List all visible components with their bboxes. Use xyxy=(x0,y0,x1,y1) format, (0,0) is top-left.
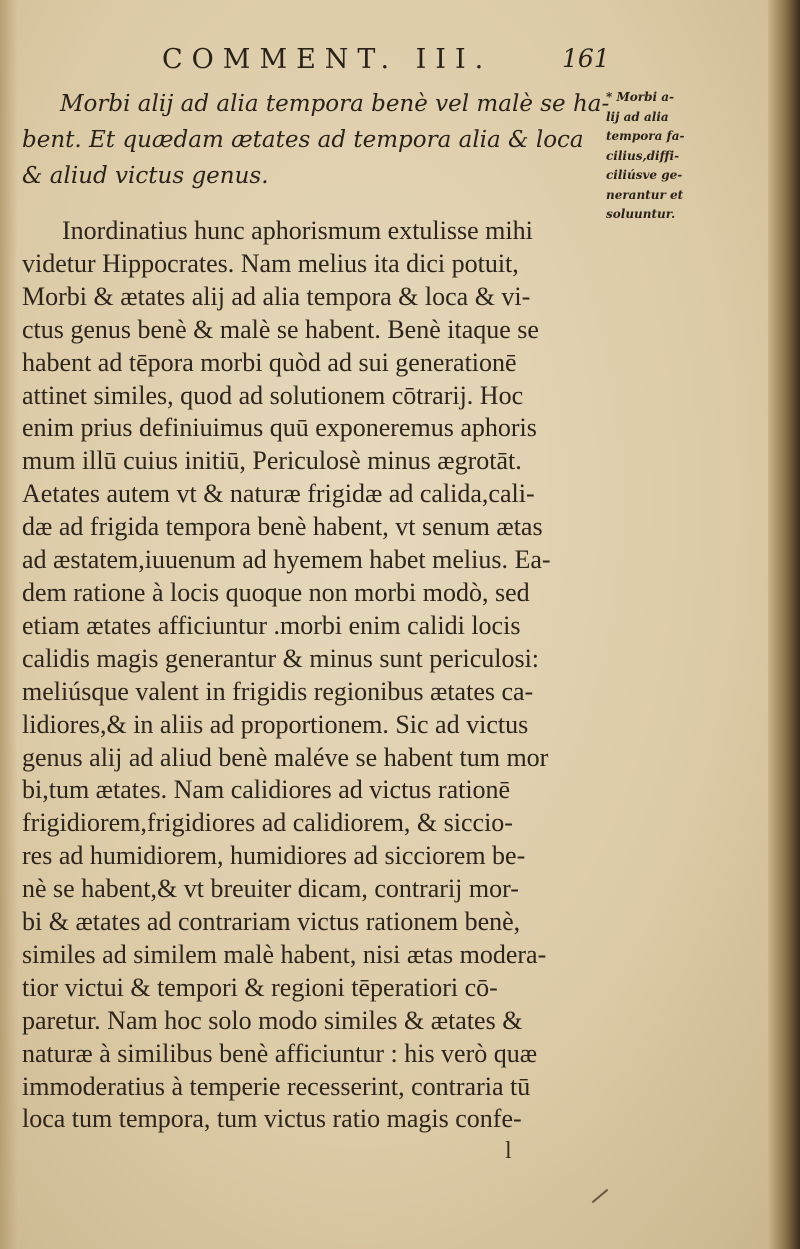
page-edge-shadow xyxy=(0,0,18,1249)
margin-note-line: cilius,diffi- xyxy=(606,148,680,163)
page-header xyxy=(162,44,632,84)
body-line: lidiores,& in aliis ad proportionem. Sic ad victus xyxy=(22,709,529,739)
margin-note-line: tempora fa- xyxy=(606,129,685,143)
body-line: immoderatius à temperie recesserint, contraria tū xyxy=(22,1071,531,1101)
body-line: res ad humidiorem, humidiores ad sicciorem be- xyxy=(22,841,526,871)
body-line: similes ad similem malè habent, nisi ætas modera- xyxy=(22,939,547,969)
aphorism-line: bent. Et quædam ætates ad tempora alia & loca xyxy=(22,127,584,153)
body-line: naturæ à similibus benè afficiuntur : his verò quæ xyxy=(22,1038,538,1068)
body-line: bi,tum ætates. Nam calidiores ad victus rationē xyxy=(22,775,511,805)
body-line: mum illū cuius initiū, Periculosè minus ægrotāt. xyxy=(22,446,522,476)
commentary-body xyxy=(22,215,602,1136)
body-line: attinet similes, quod ad solutionem cōtrarij. Hoc xyxy=(22,380,524,410)
running-title: COMMENT. III. xyxy=(162,44,493,75)
body-line: etiam ætates afficiuntur .morbi enim calidi locis xyxy=(22,610,521,640)
body-line: habent ad tēpora morbi quòd ad sui generationē xyxy=(22,347,517,377)
ink-mark xyxy=(592,1189,609,1203)
body-line: dæ ad frigida tempora benè habent, vt senum ætas xyxy=(22,512,543,542)
body-line: videtur Hippocrates. Nam melius ita dici potuit, xyxy=(22,248,519,278)
body-line: loca tum tempora, tum victus ratio magis confe- xyxy=(22,1104,522,1134)
margin-note-line: ciliúsve ge- xyxy=(606,168,683,182)
body-line: tior victui & tempori & regioni tēperatiori cō- xyxy=(22,972,498,1002)
body-line: ad æstatem,iuuenum ad hyemem habet melius. Ea- xyxy=(22,545,551,575)
body-line: paretur. Nam hoc solo modo similes & ætates & xyxy=(22,1005,523,1035)
body-line: dem ratione à locis quoque non morbi modò, sed xyxy=(22,577,530,607)
body-line: frigidiorem,frigidiores ad calidiorem, & siccio- xyxy=(22,808,513,838)
body-line: meliúsque valent in frigidis regionibus ætates ca- xyxy=(22,676,534,706)
margin-note-line: soluuntur. xyxy=(606,207,676,221)
body-line: enim prius definiuimus quū exponeremus aphoris xyxy=(22,413,537,443)
margin-note-line: nerantur et xyxy=(606,187,684,202)
aphorism-line: Morbi alij ad alia tempora benè vel malè se ha- xyxy=(60,91,610,117)
margin-note-line: * Morbi a- xyxy=(606,90,674,104)
book-gutter xyxy=(768,0,800,1249)
margin-note-line: lij ad alia xyxy=(606,109,669,124)
body-line: Aetates autem vt & naturæ frigidæ ad calida,cali- xyxy=(22,479,535,509)
body-line: ctus genus benè & malè se habent. Benè itaque se xyxy=(22,314,539,344)
body-line: genus alij ad aliud benè maléve se habent tum mor xyxy=(22,742,549,772)
page-number: 161 xyxy=(562,44,610,73)
aphorism-heading xyxy=(22,86,610,194)
body-line: calidis magis generantur & minus sunt periculosi: xyxy=(22,643,540,673)
body-line: bi & ætates ad contrariam victus rationem benè, xyxy=(22,907,521,937)
body-line: Inordinatius hunc aphorismum extulisse mihi xyxy=(62,216,533,245)
body-line: nè se habent,& vt breuiter dicam, contrarij mor- xyxy=(22,874,519,904)
aphorism-line: & aliud victus genus. xyxy=(22,163,269,189)
catchword: l xyxy=(505,1138,512,1164)
margin-note xyxy=(606,88,716,225)
body-line: Morbi & ætates alij ad alia tempora & loca & vi- xyxy=(22,281,531,311)
